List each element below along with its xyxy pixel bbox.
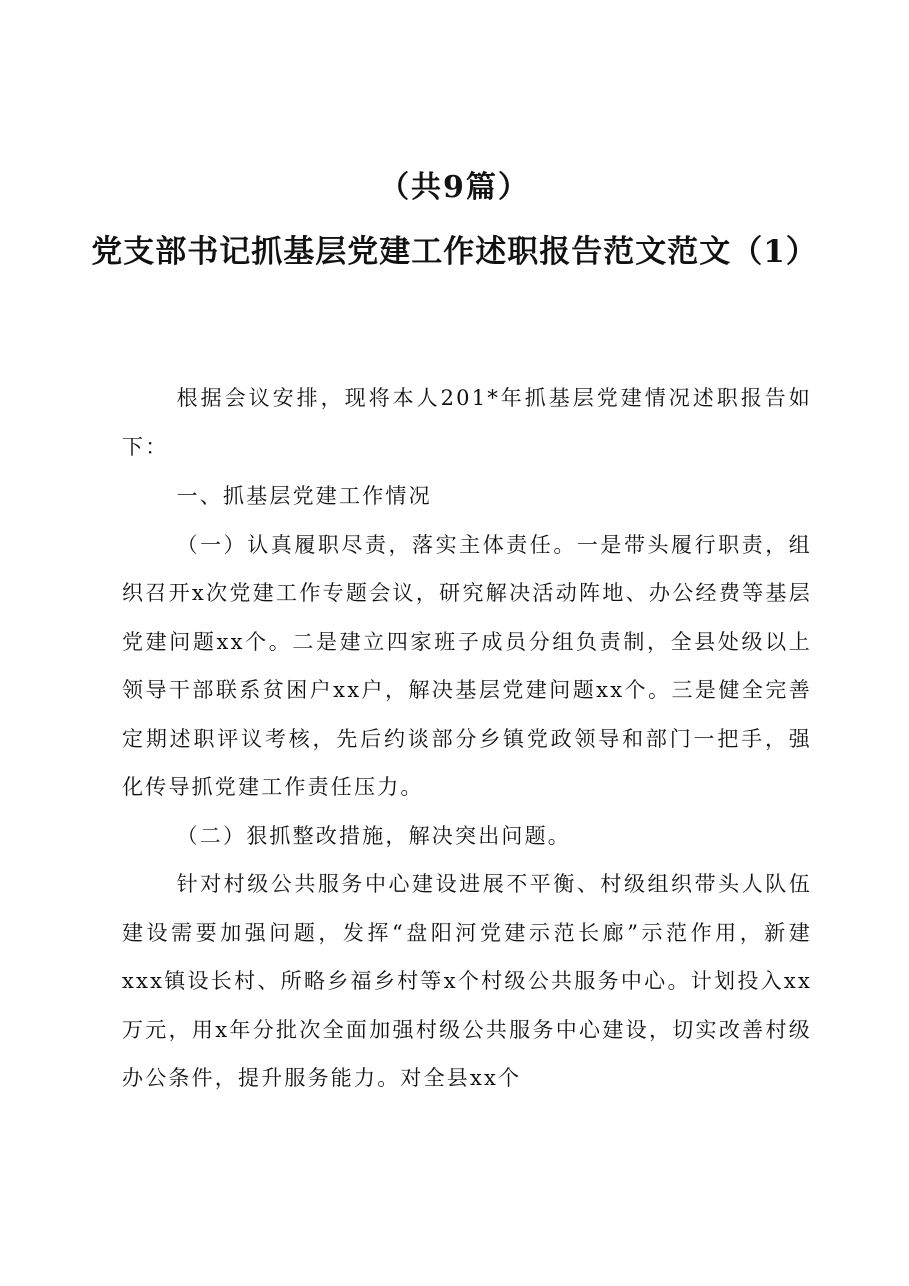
paragraph-intro: 根据会议安排，现将本人201*年抓基层党建情况述职报告如下： (122, 386, 812, 459)
paragraph-subsection-2: （二）狠抓整改措施，解决突出问题。 (176, 823, 571, 848)
document-body (122, 374, 812, 1103)
document-title: 党支部书记抓基层党建工作述职报告范文范文（1） (91, 234, 818, 270)
document-count-heading: （共9篇） (379, 170, 530, 205)
paragraph-subsection-1: （一）认真履职尽责，落实主体责任。一是带头履行职责，组织召开x次党建工作专题会议，研究解决活动阵地、办公经费等基层党建问题xx个。二是建立四家班子成员分组负责制，全县处级以上领导干部联系贫困户xx户，解决基层党建问题xx个。三是健全完善定期述职评议考核，先后约谈部分乡镇党政领导和部门一把手，强化传导抓党建工作责任压力。 (122, 532, 812, 799)
section-heading-1: 一、抓基层党建工作情况 (176, 484, 432, 508)
paragraph-rectification: 针对村级公共服务中心建设进展不平衡、村级组织带头人队伍建设需要加强问题，发挥“盘阳河党建示范长廊”示范作用，新建xxx镇设长村、所略乡福乡村等x个村级公共服务中心。计划投入xx万元，用x年分批次全面加强村级公共服务中心建设，切实改善村级办公条件，提升服务能力。对全县xx个 (122, 872, 812, 1090)
